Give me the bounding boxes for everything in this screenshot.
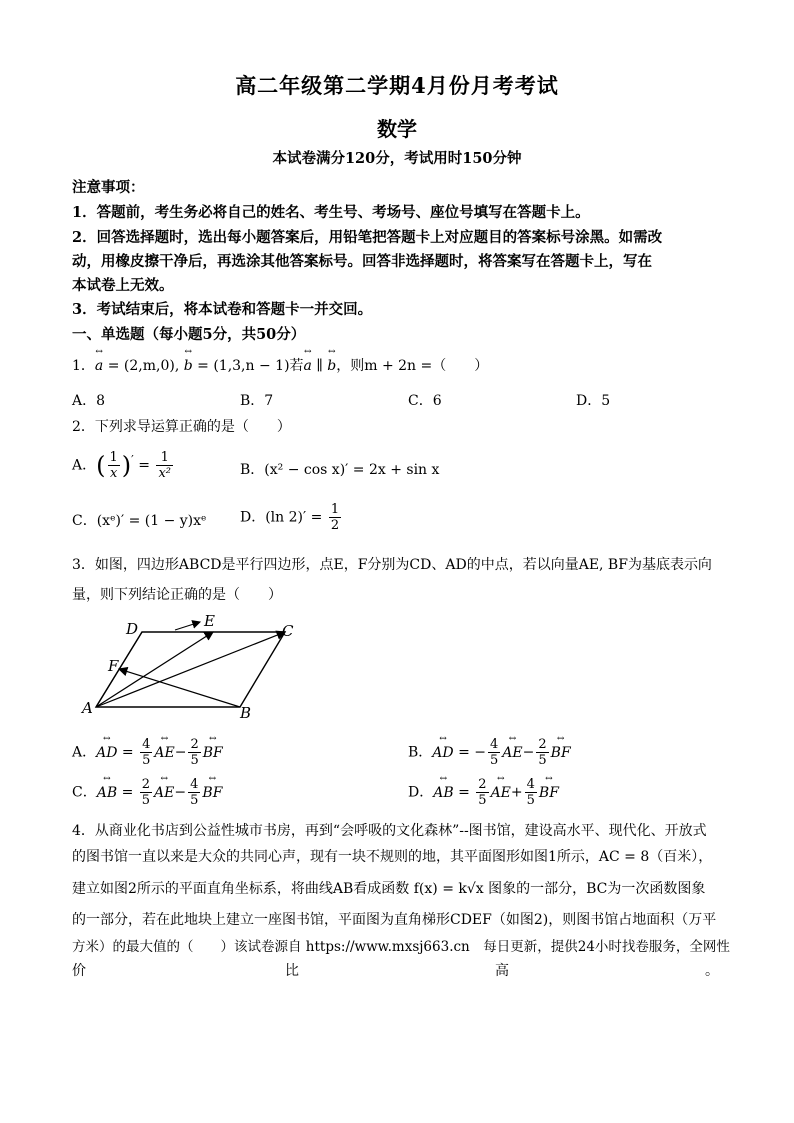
parallelogram-figure bbox=[80, 612, 310, 722]
q1-option-a: A．8 bbox=[72, 393, 106, 409]
label-a: A bbox=[82, 699, 93, 717]
arrow-de bbox=[175, 622, 200, 630]
side-ad-line bbox=[96, 632, 142, 707]
vector-bf-line bbox=[119, 669, 240, 707]
q4-line-3: 建立如图2所示的平面直角坐标系，将曲线AB看成函数 f(x) = k√x 图象的一部分，BC为一次函数图象 bbox=[72, 881, 706, 897]
q3-option-d: D．↔ AB = $\frac{2}{5}$ ↔ AE+ $\frac{4}{5}$ ↔ BF bbox=[408, 777, 559, 808]
q2-option-d: D．(ln 2)′ = $\frac{1}{2}$ bbox=[240, 502, 340, 533]
q1-option-d: D．5 bbox=[576, 393, 611, 409]
label-e: E bbox=[204, 612, 215, 630]
q2-option-c: C．(xᵉ)′ = (1 − y)xᵉ bbox=[72, 513, 207, 529]
q4-line-5: 方米）的最大值的（ ）该试卷源自 https://www.mxsj663.cn 每日更新，提供24小时找卷服务，全网性 bbox=[72, 939, 730, 955]
vector-b: ↔ b bbox=[184, 358, 193, 374]
q4-line-6-a: 价 bbox=[72, 963, 86, 979]
note-2-line-1: 2．回答选择题时，选出每小题答案后，用铅笔把答题卡上对应题目的答案标号涂黑。如需改 bbox=[72, 229, 663, 246]
label-b: B bbox=[240, 704, 252, 722]
q3-stem-line-2: 量，则下列结论正确的是（ ） bbox=[72, 587, 282, 603]
q4-line-6-c: 高 bbox=[495, 963, 509, 979]
q1-option-b: B．7 bbox=[240, 393, 274, 409]
q1-option-c: C．6 bbox=[408, 393, 442, 409]
note-2-line-3: 本试卷上无效。 bbox=[72, 277, 174, 294]
note-1: 1．答题前，考生务必将自己的姓名、考生号、考场号、座位号填写在答题卡上。 bbox=[72, 204, 590, 221]
exam-info: 本试卷满分120分，考试用时150分钟 bbox=[272, 150, 522, 167]
q4-line-2: 的图书馆一直以来是大众的共同心声，现有一块不规则的地，其平面图形如图1所示，AC = 8（百米）， bbox=[72, 849, 713, 865]
vector-a: ↔ a bbox=[95, 358, 103, 374]
label-f: F bbox=[108, 657, 119, 675]
q4-line-6-d: 。 bbox=[705, 963, 719, 979]
label-d: D bbox=[126, 620, 139, 638]
note-2-line-2: 动，用橡皮擦干净后，再选涂其他答案标号。回答非选择题时，将答案写在答题卡上，写在 bbox=[72, 253, 652, 270]
vector-ac-line bbox=[96, 632, 285, 707]
q2-option-b: B．(x² − cos x)′ = 2x + sin x bbox=[240, 462, 440, 478]
exam-subject: 数学 bbox=[377, 117, 417, 141]
label-c: C bbox=[282, 622, 294, 640]
q3-option-b: B．↔ AD = − $\frac{4}{5}$ ↔ AE− $\frac{2}{5}$ ↔ BF bbox=[408, 737, 571, 768]
q3-option-c: C．↔ AB = $\frac{2}{5}$ ↔ AE− $\frac{4}{5}$ ↔ BF bbox=[72, 777, 222, 808]
q2-stem: 2．下列求导运算正确的是（ ） bbox=[72, 419, 291, 435]
q1-stem: 1．↔ a = (2,m,0), ↔ b = (1,3,n − 1)若↔ a ∥ ↔ b，则m + 2n =（ ） bbox=[72, 355, 488, 375]
exam-title: 高二年级第二学期4月份月考考试 bbox=[235, 73, 559, 98]
note-3: 3．考试结束后，将本试卷和答题卡一并交回。 bbox=[72, 301, 373, 318]
q4-line-1: 4．从商业化书店到公益性城市书房，再到“会呼吸的文化森林”--图书馆，建设高水平、现代化、开放式 bbox=[72, 823, 707, 839]
section-heading: 一、单选题（每小题5分，共50分） bbox=[72, 326, 306, 343]
q3-option-a: A．↔ AD = $\frac{4}{5}$ ↔ AE− $\frac{2}{5}$ ↔ BF bbox=[72, 737, 223, 768]
notes-heading: 注意事项： bbox=[72, 179, 145, 196]
q4-line-4: 的一部分，若在此地块上建立一座图书馆，平面图为直角梯形CDEF（如图2)，则图书馆占地面积（万平 bbox=[72, 912, 717, 928]
q3-stem-line-1: 3．如图，四边形ABCD是平行四边形，点E，F分别为CD、AD的中点，若以向量AE, BF为基底表示向 bbox=[72, 557, 712, 573]
q4-line-6-b: 比 bbox=[285, 963, 299, 979]
q2-option-a: A．( $\frac{1}{x}$ )′ = $\frac{1}{\text{x²}}$ bbox=[72, 450, 171, 481]
